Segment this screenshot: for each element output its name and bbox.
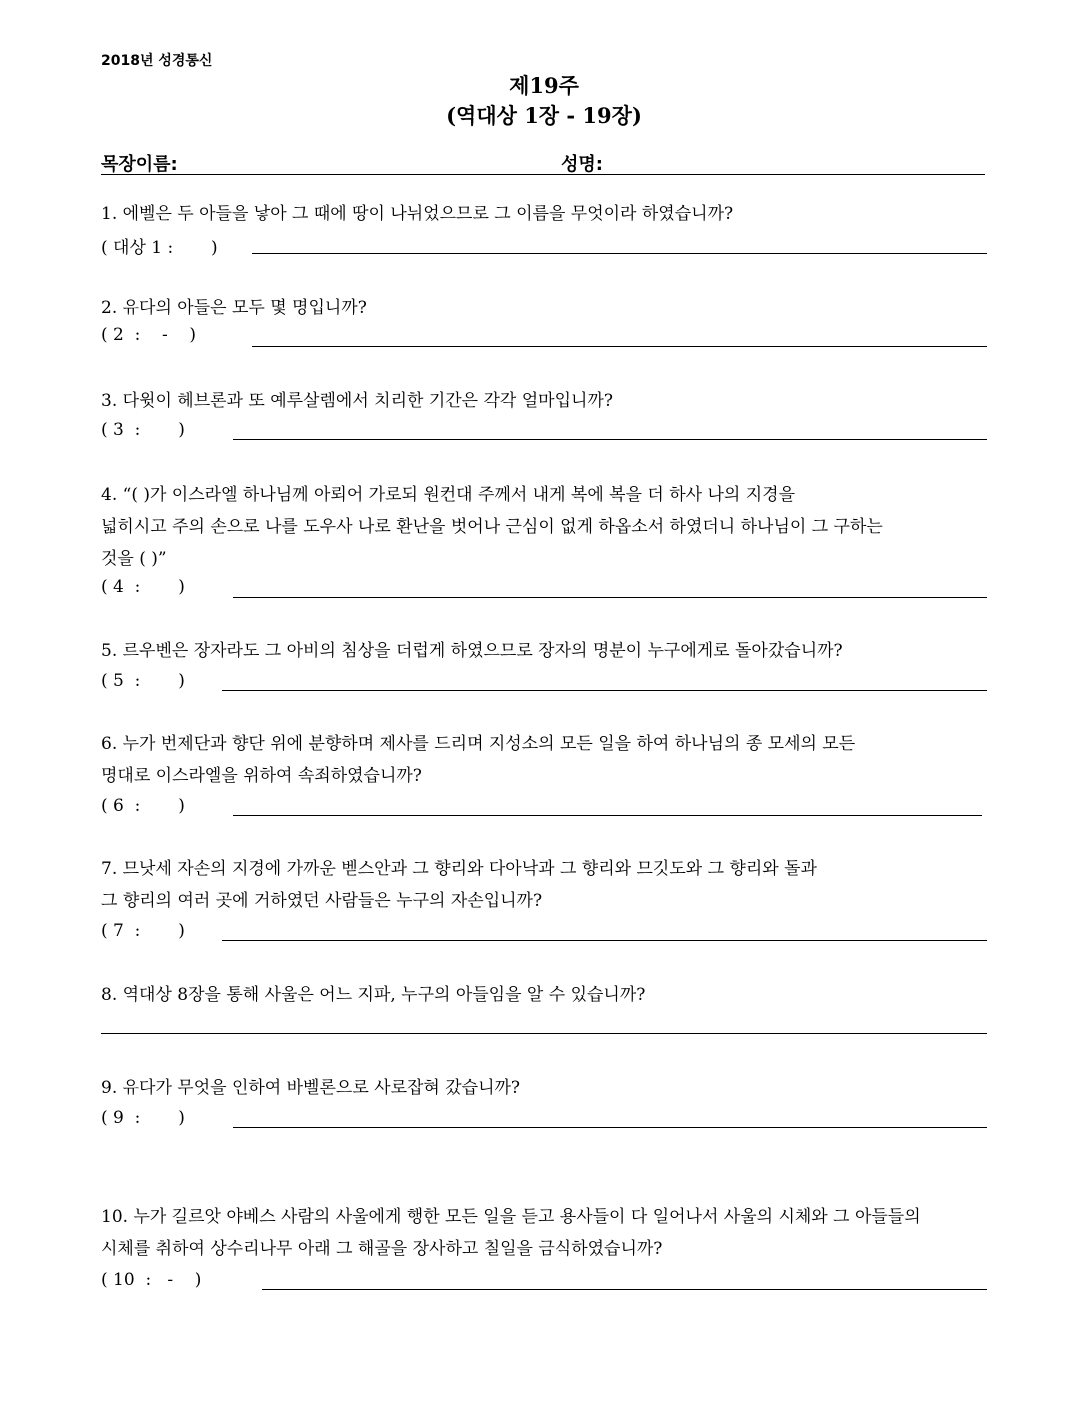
page-subtitle: (역대상 1장 - 19장) xyxy=(446,103,642,128)
reference: ( 9 : ) xyxy=(101,1108,185,1128)
answer-line[interactable] xyxy=(252,253,987,254)
answer-line[interactable] xyxy=(233,815,982,816)
question-text: 그 향리의 여러 곳에 거하였던 사람들은 누구의 자손입니까? xyxy=(101,891,543,911)
reference: ( 6 : ) xyxy=(101,796,185,816)
question-text: 6. 누가 번제단과 향단 위에 분향하며 제사를 드리며 지성소의 모든 일을 하여 하나님의 종 모세의 모든 xyxy=(101,734,856,754)
answer-line[interactable] xyxy=(233,597,987,598)
reference: ( 3 : ) xyxy=(101,420,185,440)
answer-line[interactable] xyxy=(233,1127,987,1128)
question-text: 명대로 이스라엘을 위하여 속죄하였습니까? xyxy=(101,766,422,786)
info-row xyxy=(101,150,985,175)
question-text: 2. 유다의 아들은 모두 몇 명입니까? xyxy=(101,298,367,318)
answer-line[interactable] xyxy=(252,346,987,347)
answer-line[interactable] xyxy=(222,940,987,941)
reference: ( 2 : - ) xyxy=(101,325,196,345)
page-title: 제19주 xyxy=(509,73,579,98)
question-text: 1. 에벨은 두 아들을 낳아 그 때에 땅이 나뉘었으므로 그 이름을 무엇이라 하였습니까? xyxy=(101,204,734,224)
leader-name-label: 목장이름: xyxy=(101,154,178,175)
answer-line[interactable] xyxy=(262,1289,987,1290)
student-name-label: 성명: xyxy=(561,154,603,175)
question-text: 것을 ( )” xyxy=(101,549,167,569)
question-text: 7. 므낫세 자손의 지경에 가까운 벧스안과 그 향리와 다아낙과 그 향리와 므깃도와 그 향리와 돌과 xyxy=(101,859,817,879)
reference: ( 7 : ) xyxy=(101,921,185,941)
question-text: 넓히시고 주의 손으로 나를 도우사 나로 환난을 벗어나 근심이 없게 하옵소서 하였더니 하나님이 그 구하는 xyxy=(101,517,883,537)
reference: ( 10 : - ) xyxy=(101,1270,202,1290)
question-text: 시체를 취하여 상수리나무 아래 그 해골을 장사하고 칠일을 금식하였습니까? xyxy=(101,1239,663,1259)
question-text: 9. 유다가 무엇을 인하여 바벨론으로 사로잡혀 갔습니까? xyxy=(101,1078,521,1098)
question-text: 5. 르우벤은 장자라도 그 아비의 침상을 더럽게 하였으므로 장자의 명분이 누구에게로 돌아갔습니까? xyxy=(101,641,843,661)
reference: ( 4 : ) xyxy=(101,577,185,597)
question-text: 4. “( )가 이스라엘 하나님께 아뢰어 가로되 원컨대 주께서 내게 복에 복을 더 하사 나의 지경을 xyxy=(101,485,796,505)
question-text: 10. 누가 길르앗 야베스 사람의 사울에게 행한 모든 일을 듣고 용사들이 다 일어나서 사울의 시체와 그 아들들의 xyxy=(101,1207,921,1227)
answer-line[interactable] xyxy=(233,439,987,440)
answer-line[interactable] xyxy=(222,690,987,691)
reference: ( 대상 1 : ) xyxy=(101,238,218,258)
answer-line[interactable] xyxy=(101,1033,987,1034)
question-text: 3. 다윗이 헤브론과 또 예루살렘에서 치리한 기간은 각각 얼마입니까? xyxy=(101,391,613,411)
reference: ( 5 : ) xyxy=(101,671,185,691)
question-text: 8. 역대상 8장을 통해 사울은 어느 지파, 누구의 아들임을 알 수 있습니까? xyxy=(101,985,646,1005)
header-note: 2018년 성경통신 xyxy=(101,53,213,69)
